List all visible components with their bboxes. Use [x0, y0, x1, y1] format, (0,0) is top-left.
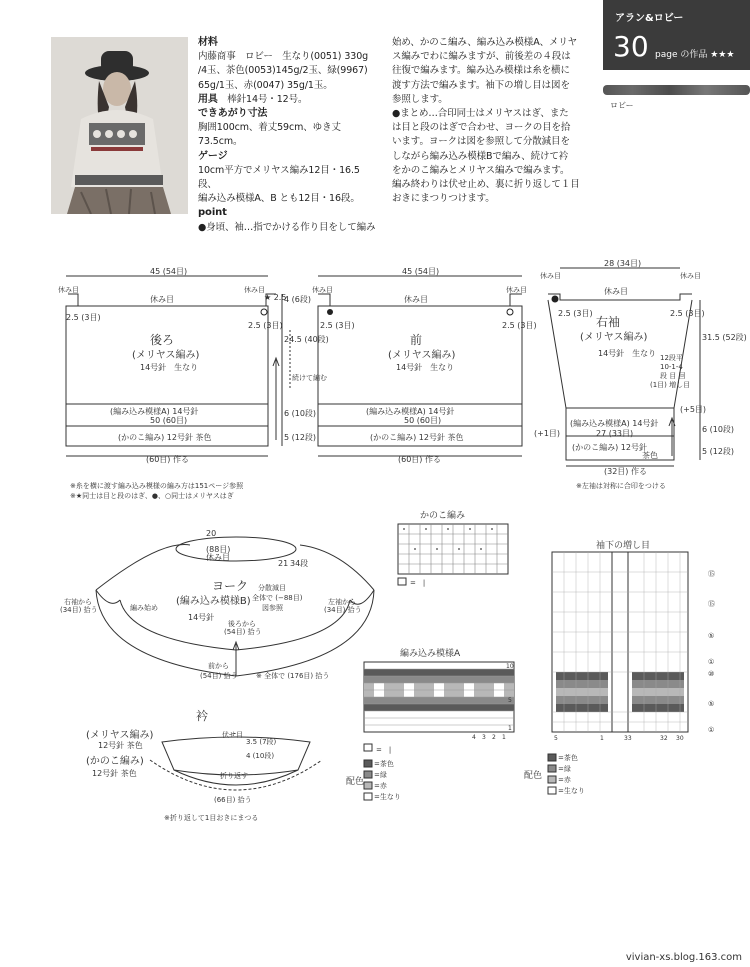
sleeve-height: 31.5 (52段): [702, 333, 747, 342]
yoke-title: ヨーク: [212, 579, 249, 593]
sleeve-inc-2: 10-1-4: [660, 363, 683, 371]
yoke-total: ※ 全体で (176目) 拾う: [256, 672, 330, 680]
sleeve-side-right: 2.5 (3目): [670, 309, 705, 318]
front-side-left: 2.5 (3目): [320, 321, 355, 330]
sleeve-inc-1: 12段平: [660, 354, 683, 362]
sleeve-band-a: (編み込み模様A) 14号針: [570, 419, 659, 428]
header-number: 30: [613, 30, 649, 63]
yoke-back-pick-1: 後ろから: [228, 620, 256, 628]
instruction-line: 渡す方法で編みます。袖下の増し目は図を: [392, 79, 570, 91]
instruction-line: は目と段のはぎで合わせ、ヨークの目を拾: [392, 122, 571, 134]
yoke-left-pick-1: 右袖から: [64, 598, 92, 606]
back-stitch: (メリヤス編み): [132, 350, 200, 361]
header-page-label: page の作品 ★★★: [655, 50, 735, 60]
pattern-a-col-label: 2: [492, 734, 496, 741]
color-legend-item: =緑: [374, 771, 387, 779]
collar-stockinette: (メリヤス編み): [86, 730, 154, 741]
collar-kn-needle: 12号針 茶色: [92, 769, 137, 778]
materials-heading: 材料: [198, 37, 218, 48]
front-kanoko: (かのこ編み) 12号針 茶色: [370, 433, 464, 442]
back-kanoko: (かのこ編み) 12号針 茶色: [118, 433, 212, 442]
tools-heading: 用具: [198, 93, 218, 105]
materials-line: 65g/1玉、赤(0047) 35g/1玉。: [198, 79, 333, 91]
gauge-heading: ゲージ: [198, 150, 228, 162]
sleeve-kanoko: (かのこ編み) 12号針: [572, 443, 647, 452]
front-corner-right: 休み目: [506, 286, 527, 294]
sleeve-inc-3: 段 目 回: [660, 372, 686, 380]
sleeve-stitch: (メリヤス編み): [580, 332, 648, 343]
pattern-a-col-label: 1: [502, 734, 506, 741]
yoke-right-pick-1: 左袖から: [328, 598, 356, 606]
yoke-needle: 14号針: [188, 613, 215, 622]
sleeve-inc-col-label: 1: [600, 735, 604, 742]
collar-h2: 4 (10段): [246, 752, 275, 760]
sleeve-inc-row-label: ⑩: [708, 670, 715, 678]
color-legend-item-2: =生なり: [558, 787, 585, 795]
pattern-a-col-label: 3: [482, 734, 486, 741]
pattern-a-row-label: 5: [508, 697, 512, 704]
kanoko-chart: [398, 524, 508, 585]
instruction-line: 編み終わりは伏せ止め、裏に折り返して１目: [392, 179, 580, 191]
back-band-a: (編み込み模様A) 14号針: [110, 407, 199, 416]
back-side-right: 2.5 (3目): [248, 321, 283, 330]
sleeve-side-left: 2.5 (3目): [558, 309, 593, 318]
back-panel-outline: [66, 306, 268, 446]
color-legend-item-2: =茶色: [558, 754, 578, 762]
gauge-line: 10cm平方でメリヤス編み12目・16.5段、: [198, 164, 360, 191]
sleeve-plus1: (+1目): [534, 429, 561, 438]
front-corner-left: 休み目: [312, 286, 333, 294]
sleeve-note: ※左袖は対称に合印をつける: [576, 482, 666, 490]
sleeve-inc-col-label: 5: [554, 735, 558, 742]
back-continue: 続けて編む: [292, 374, 327, 382]
sleeve-inc-row-label: ⑮: [708, 600, 715, 608]
collar-note: ※折り返して1目おきにまつる: [164, 814, 259, 822]
instruction-line: います。ヨークは図を参照して分散減目を: [392, 136, 570, 148]
sleeve-kanoko-color: 茶色: [642, 451, 658, 460]
sleeve-h6: 6 (10段): [702, 425, 735, 434]
yoke-back-pick-2: (54目) 拾う: [224, 628, 262, 636]
yoke-stitch: (編み込み模様B): [176, 596, 251, 607]
instruction-line: おきにまつりつけます。: [392, 193, 495, 205]
color-legend-item: =赤: [374, 782, 387, 790]
sleeve-increase-chart: [552, 552, 688, 732]
back-height: 24.5 (40段): [284, 335, 329, 344]
color-legend-item: =茶色: [374, 760, 394, 768]
yoke-rows: 34段: [290, 559, 309, 568]
yoke-dec-3: 図参照: [262, 604, 283, 612]
header-subtitle: アラン&ロビー: [615, 13, 684, 24]
sleeve-plus5: (+5目): [680, 405, 707, 414]
yoke-front-pick-2: (54目) 拾う: [200, 672, 238, 680]
front-cast-on: (60目) 作る: [398, 455, 441, 464]
back-cast-on: (60目) 作る: [146, 455, 189, 464]
gauge-line: 編み込み模様A、B とも12目・16段。: [198, 193, 360, 205]
color-legend-title-2: 配色: [524, 771, 543, 781]
front-band-a: (編み込み模様A) 14号針: [366, 407, 455, 416]
instruction-line: をかのこ編みとメリヤス編みで編みます。: [392, 164, 570, 176]
back-side-left: 2.5 (3目): [66, 313, 101, 322]
materials-line: /4玉、茶色(0053)145g/2玉、緑(9967): [198, 65, 368, 77]
front-width-label: 45 (54目): [402, 267, 440, 276]
sleeve-corner-left: 休み目: [540, 272, 561, 280]
sleeve-width-label: 28 (34目): [604, 259, 642, 268]
sleeve-inc-row-label: ⑤: [708, 700, 715, 708]
sleeve-inc-row-label: ⑤: [708, 632, 715, 640]
yoke-rest: 休み目: [206, 553, 230, 562]
sleeve-rest-label: 休み目: [604, 287, 628, 296]
color-legend-title: 配色: [346, 777, 365, 787]
sleeve-inc-row-label: ⑮: [708, 570, 715, 578]
yoke-right-pick-2: (34目) 拾う: [324, 606, 362, 614]
sleeve-inc-4: (1目) 増し目: [650, 381, 691, 389]
collar-title: 衿: [196, 709, 209, 723]
collar-outline: [162, 737, 310, 775]
pattern-a-row-label: 1: [508, 725, 512, 732]
sleeve-inc-col-label: 33: [624, 735, 632, 742]
instruction-line: ス編みでわに編みますが、前後差の４段は: [392, 51, 571, 63]
back-title: 後ろ: [150, 333, 175, 347]
back-band-count: 50 (60目): [150, 416, 188, 425]
kanoko-legend: = |: [410, 579, 426, 587]
front-rest-label: 休み目: [404, 295, 428, 304]
yoke-front-pick-1: 前から: [208, 662, 229, 670]
sleeve-inc-col-label: 30: [676, 735, 684, 742]
front-needle: 14号針 生なり: [396, 363, 455, 372]
yoke-height: 21: [278, 559, 289, 568]
collar-pick: (66目) 拾う: [214, 796, 252, 804]
pattern-a-row-label: 10: [506, 663, 514, 670]
sleeve-title: 右袖: [596, 315, 621, 329]
instruction-line: 往復で編みます。編み込み模様は糸を横に: [392, 65, 570, 77]
yoke-dec-2: 全体で (−88目): [252, 594, 303, 602]
color-legend-item-2: =緑: [558, 765, 571, 773]
sleeve-band-count: 27 (33目): [596, 429, 634, 438]
sleeve-corner-right: 休み目: [680, 272, 701, 280]
kanoko-chart-title: かのこ編み: [420, 511, 466, 521]
yoke-dec-1: 分散減目: [258, 584, 286, 592]
back-corner-left: 休み目: [58, 286, 79, 294]
note-line: ※糸を横に渡す編み込み模様の編み方は151ページ参照: [70, 482, 244, 490]
yoke-left-pick-2: (34目) 拾う: [60, 606, 98, 614]
pattern-a-title: 編み込み模様A: [400, 649, 461, 659]
front-title: 前: [410, 333, 423, 347]
collar-bind-off: 伏せ目: [222, 731, 243, 739]
yoke-neck: [176, 537, 296, 561]
front-band-count: 50 (60目): [404, 416, 442, 425]
back-star-label: ★ 2.5: [264, 293, 287, 302]
yoke-top-width: 20: [206, 529, 217, 538]
sleeve-inc-title: 袖下の増し目: [596, 541, 651, 551]
yoke-start: 編み始め: [130, 604, 158, 612]
collar-st-needle: 12号針 茶色: [98, 741, 143, 750]
point-line: ●身頃、袖…指でかける作り目をして編み: [198, 221, 376, 233]
color-legend-item: =生なり: [374, 793, 401, 801]
instruction-line: しながら編み込み模様Bで編み、続けて衿: [392, 150, 569, 162]
back-h5: 5 (12段): [284, 433, 317, 442]
back-rest-label: 休み目: [150, 295, 174, 304]
sleeve-inc-row-label: ①: [708, 658, 715, 666]
sleeve-inc-col-label: 32: [660, 735, 668, 742]
collar-fold: 折り返す: [220, 772, 248, 780]
sleeve-cast-on: (32目) 作る: [604, 467, 647, 476]
size-heading: できあがり寸法: [198, 108, 268, 120]
front-side-right: 2.5 (3目): [502, 321, 537, 330]
back-needle: 14号針 生なり: [140, 363, 199, 372]
pattern-a-legend: = |: [376, 746, 392, 754]
back-width-label: 45 (54目): [150, 267, 188, 276]
yoke-top-stitches: (88目): [206, 545, 231, 554]
color-legend-item-2: =赤: [558, 776, 571, 784]
yarn-label: ロビー: [610, 101, 634, 110]
materials-line: 内藤商事 ロビー 生なり(0051) 330g: [198, 51, 369, 63]
collar-h1: 3.5 (7段): [246, 738, 277, 746]
sleeve-h5: 5 (12段): [702, 447, 735, 456]
sleeve-inc-row-label: ①: [708, 726, 715, 734]
point-heading: point: [198, 207, 227, 219]
footer-watermark: vivian-xs.blog.163.com: [625, 952, 742, 963]
note-line: ※★同士は目と段のはぎ、●、○同士はメリヤスはぎ: [70, 492, 234, 500]
collar-kanoko: (かのこ編み): [86, 756, 144, 767]
back-h4: 4 (6段): [284, 295, 311, 304]
sleeve-needle: 14号針 生なり: [598, 349, 657, 358]
back-corner-right: 休み目: [244, 286, 265, 294]
tools-text: 棒針14号・12号。: [227, 93, 308, 105]
instruction-line: 参照します。: [392, 93, 448, 105]
size-text: 胸囲100cm、着丈59cm、ゆき丈73.5cm。: [198, 122, 341, 148]
pattern-a-col-label: 4: [472, 734, 476, 741]
instruction-line: ●まとめ…合印同士はメリヤスはぎ、また: [392, 108, 569, 120]
back-h6: 6 (10段): [284, 409, 317, 418]
instruction-line: 始め、かのこ編み、編み込み模様A、メリヤ: [392, 37, 577, 48]
front-stitch: (メリヤス編み): [388, 350, 456, 361]
